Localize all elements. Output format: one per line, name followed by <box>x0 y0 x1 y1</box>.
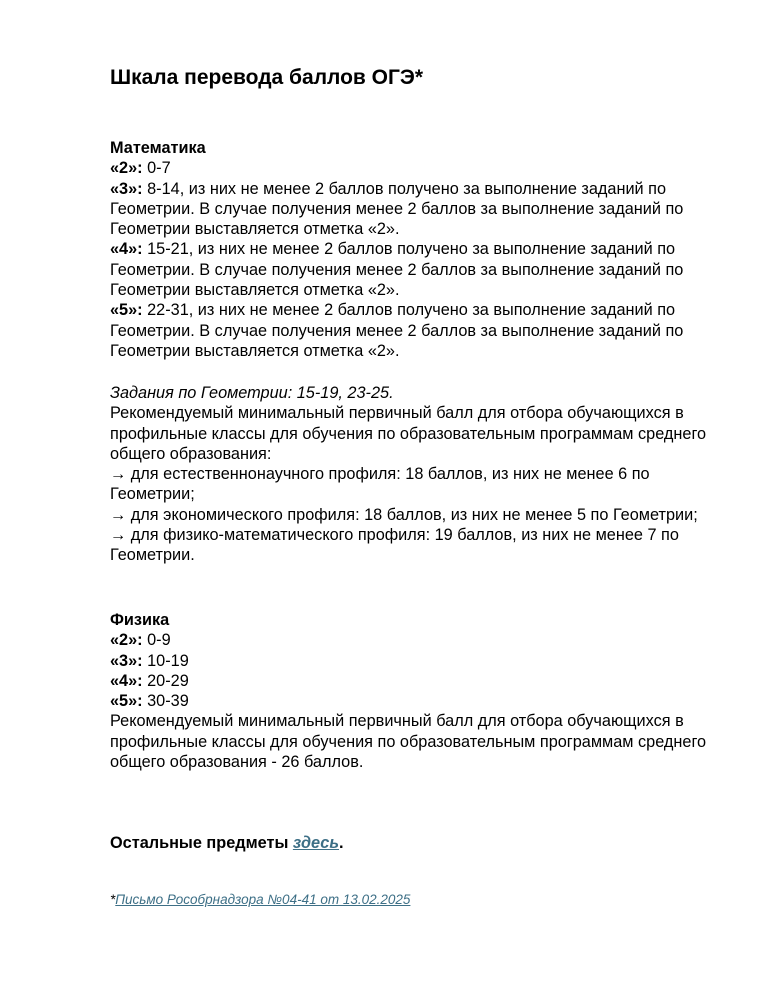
grade-label: «2»: <box>110 631 143 650</box>
math-recommend-text: Рекомендуемый минимальный первичный балл для отбора обучающихся в профильные классы для обучения по образовательным программам среднего общего образования: <box>110 404 707 463</box>
grade-label: «4»: <box>110 240 143 259</box>
physics-grade-5 <box>110 691 720 711</box>
math-grade-5 <box>110 300 720 361</box>
other-subjects-link[interactable]: здесь <box>292 834 340 852</box>
grade-label: «5»: <box>110 301 143 320</box>
grade-text: 22-31, из них не менее 2 баллов получено за выполнение заданий по Геометрии. В случае получения менее 2 баллов за выполнение заданий по Геометрии выставляется отметка «2». <box>110 301 684 360</box>
physics-grade-3 <box>110 651 720 671</box>
physics-section <box>110 610 720 772</box>
grade-text: 8-14, из них не менее 2 баллов получено за выполнение заданий по Геометрии. В случае получения менее 2 баллов за выполнение заданий по Геометрии выставляется отметка «2». <box>110 179 684 239</box>
physics-heading: Физика <box>110 611 170 629</box>
math-heading: Математика <box>110 139 206 157</box>
profile-physics-math: → для физико-математического профиля: 19 баллов, из них не менее 7 по Геометрии. <box>110 526 679 565</box>
math-recommendation-section <box>110 383 720 566</box>
page-title: Шкала перевода баллов ОГЭ* <box>110 66 424 89</box>
grade-label: «3»: <box>110 651 143 670</box>
footnote-star: * <box>110 892 116 907</box>
other-subjects-suffix: . <box>339 834 344 852</box>
footnote <box>110 891 720 909</box>
math-grade-4 <box>110 239 720 300</box>
profile-economic: → для экономического профиля: 18 баллов, из них не менее 5 по Геометрии; <box>110 505 698 524</box>
grade-label: «2»: <box>110 159 143 178</box>
math-section <box>110 138 720 361</box>
physics-grade-4 <box>110 671 720 691</box>
math-grade-2 <box>110 158 720 178</box>
physics-grade-2 <box>110 630 720 650</box>
other-subjects-line <box>110 833 720 853</box>
grade-text: 0-7 <box>142 159 171 178</box>
grade-text: 30-39 <box>142 692 189 711</box>
physics-recommend-text: Рекомендуемый минимальный первичный балл для отбора обучающихся в профильные классы для обучения по образовательным программам среднего общего образования - 26 баллов. <box>110 712 707 772</box>
grade-text: 15-21, из них не менее 2 баллов получено за выполнение заданий по Геометрии. В случае получения менее 2 баллов за выполнение заданий по Геометрии выставляется отметка «2». <box>110 240 684 300</box>
grade-text: 20-29 <box>142 671 189 690</box>
grade-label: «5»: <box>110 692 143 711</box>
profile-natural-science: → для естественнонаучного профиля: 18 баллов, из них не менее 6 по Геометрии; <box>110 465 650 504</box>
grade-text: 0-9 <box>142 631 171 650</box>
grade-label: «3»: <box>110 179 143 198</box>
geometry-tasks-note: Задания по Геометрии: 15-19, 23-25. <box>110 384 394 402</box>
other-subjects-prefix: Остальные предметы <box>110 834 293 852</box>
math-grade-3 <box>110 179 720 240</box>
grade-label: «4»: <box>110 671 143 690</box>
grade-text: 10-19 <box>142 651 189 670</box>
footnote-link[interactable]: Письмо Рособрнадзора №04-41 от 13.02.2025 <box>115 892 411 907</box>
